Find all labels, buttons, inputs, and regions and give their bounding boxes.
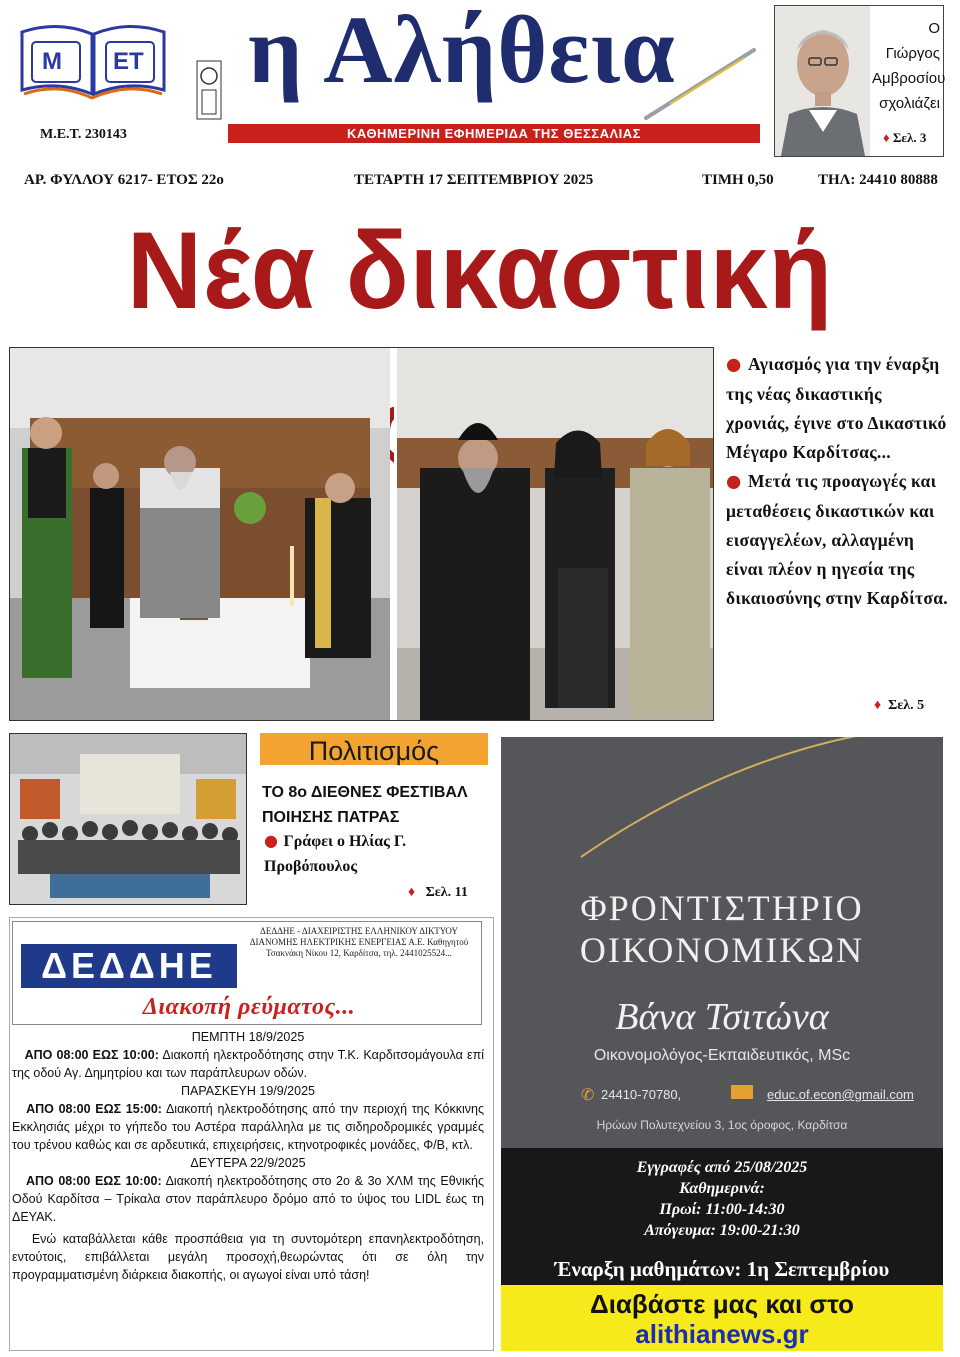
columnist-text (872, 16, 946, 116)
ad-phone[interactable]: 24410-70780, (601, 1087, 682, 1102)
culture-article-title[interactable]: ΤΟ 8ο ΔΙΕΘΝΕΣ ΦΕΣΤΙΒΑΛ ΠΟΙΗΣΗΣ ΠΑΤΡΑΣ (262, 784, 468, 826)
main-story-page-ref[interactable] (874, 698, 924, 714)
culture-page-ref[interactable] (408, 885, 468, 901)
columnist-photo (775, 6, 870, 156)
ad-daily: Καθημερινά: (679, 1180, 765, 1197)
outage-day-2: ΠΑΡΑΣΚΕΥΗ 19/9/2025 (181, 1084, 315, 1098)
pen-stroke-icon (640, 44, 760, 124)
main-story-summary (726, 350, 948, 613)
outage-time-1: ΑΠΟ 08:00 ΕΩΣ 10:00: (24, 1048, 159, 1062)
issue-phone: ΤΗΛ: 24410 80888 (818, 172, 938, 188)
deddie-company-info: ΔΕΔΔΗΕ - ΔΙΑΧΕΙΡΙΣΤΗΣ ΕΛΛΗΝΙΚΟΥ ΔΙΚΤΥΟΥ ΔΙΑΝΟΜΗΣ ΗΛΕΚΤΡΙΚΗΣ ΕΝΕΡΓΕΙΑΣ Α.Ε. Καθηγητού Τσακνάκη Νίκου 12, Καρδίτσα, τηλ. 2441025524... (249, 926, 469, 958)
columnist-line-1: Ο Γιώργος (885, 20, 940, 62)
email-icon (731, 1085, 753, 1099)
summary-bullet-2-text: Μετά τις προαγωγές και μεταθέσεις δικαστικών και εισαγγελέων, αλλαγμένη είναι πλέον η ηγεσία της δικαιοσύνης στην Καρδίτσα. (726, 471, 948, 608)
outage-banner-text: Διακοπή ρεύματος... (142, 994, 356, 1020)
culture-author-text: Γράφει ο Ηλίας Γ. Προβόπουλος (264, 833, 407, 875)
columnist-page-label: Σελ. 3 (892, 130, 927, 145)
main-story-photo[interactable] (9, 347, 714, 721)
outage-time-2: ΑΠΟ 08:00 ΕΩΣ 15:00: (26, 1102, 162, 1116)
bullet-icon: ● (726, 355, 748, 375)
issue-info-line (24, 172, 940, 194)
met-logo (18, 20, 168, 102)
ad-enrollment: Εγγραφές από 25/08/2025 (636, 1159, 808, 1176)
met-letter-m: Μ (42, 48, 62, 75)
ad-schedule (501, 1157, 943, 1241)
website-banner[interactable] (501, 1285, 943, 1351)
outage-closing-text: Ενώ καταβάλλεται κάθε προσπάθεια για τη συντομότερη επανηλεκτροδότηση, εντούτοις, επιβάλλεται μεγάλη προσοχή,θεωρώντας ότι σε όλη την προγραμματισμένη διάρκεια διακοπής, οι αγωγοί είναι υπό τάση! (12, 1232, 484, 1282)
outage-day-3: ΔΕΥΤΕΡΑ 22/9/2025 (190, 1156, 306, 1170)
ad-title-line-2: ΟΙΚΟΝΟΜΙΚΩΝ (579, 930, 865, 970)
outage-text-2: Διακοπή ηλεκτροδότησης από την περιοχή της Κόκκινης Εκκλησιάς μέχρι το γήπεδο του Αστέρα παράλληλα με τις σιδηροδρομικές γραμμές του τρένου καθώς και σε αρδευτικά, επιχειρήσεις, κτηνοτροφικές μονάδες, Φ/Β, κτλ. (12, 1102, 484, 1152)
outage-text-3: Διακοπή ηλεκτροδότησης στο 2ο & 3ο ΧΛΜ της Εθνικής Οδού Καρδίτσα – Τρίκαλα στον παράπλευρο δρόμο από το ύψος του LIDL έως τη ΔΕΥΑΚ. (12, 1174, 484, 1224)
outage-text-1: Διακοπή ηλεκτροδότησης στην Τ.Κ. Καρδιτσομάγουλα επί της οδού Αγ. Δημητρίου και των παράπλευρων οδών. (12, 1048, 484, 1080)
columnist-line-3: σχολιάζει (879, 95, 940, 112)
issue-price: ΤΙΜΗ 0,50 (702, 172, 774, 188)
ad-afternoon: Απόγευμα: 19:00-21:30 (644, 1222, 800, 1239)
columnist-box[interactable] (774, 5, 944, 157)
bullet-icon: ● (264, 831, 284, 850)
diamond-icon: ♦ (883, 130, 890, 145)
bullet-icon: ● (726, 472, 748, 492)
deddie-banner (12, 921, 482, 1025)
main-headline[interactable]: Νέα δικαστική (126, 210, 834, 333)
outage-schedule (12, 1028, 484, 1284)
website-link[interactable]: alithianews.gr (635, 1319, 809, 1349)
ad-teacher-role: Οικονομολόγος-Εκπαιδευτικός, MSc (593, 1047, 851, 1064)
ad-start-date: Έναρξη μαθημάτων: 1η Σεπτεμβρίου (554, 1257, 890, 1281)
summary-bullet-2 (726, 467, 948, 613)
outage-closing (12, 1230, 484, 1284)
outage-entry-1 (12, 1046, 484, 1082)
open-book-logo-icon (18, 20, 168, 102)
summary-bullet-1-text: Αγιασμός για την έναρξη της νέας δικαστικής χρονιάς, έγινε στο Δικαστικό Μέγαρο Καρδίτσας... (726, 354, 947, 462)
newspaper-title: η Αλήθεια (248, 0, 676, 103)
diamond-icon: ♦ (874, 698, 882, 713)
summary-bullet-1 (726, 350, 948, 467)
outage-day-1: ΠΕΜΠΤΗ 18/9/2025 (191, 1030, 305, 1044)
outage-time-3: ΑΠΟ 08:00 ΕΩΣ 10:00: (25, 1174, 162, 1188)
culture-page-label: Σελ. 11 (425, 885, 468, 900)
deddie-logo: ΔΕΔΔΗΕ (21, 944, 237, 988)
tutoring-ad[interactable] (501, 737, 943, 1285)
columnist-page-ref (883, 130, 926, 146)
ad-address: Ηρώων Πολυτεχνείου 3, 1ος όροφος, Καρδίτσα (596, 1118, 848, 1132)
culture-section-label: Πολιτισμός (260, 733, 488, 765)
columnist-line-2: Αμβροσίου (872, 70, 946, 87)
emblem-icon (196, 60, 222, 120)
met-letters-et: ΕΤ (113, 48, 144, 75)
met-code: Μ.Ε.Τ. 230143 (40, 127, 127, 142)
masthead-subtitle-bar: ΚΑΘΗΜΕΡΙΝΗ ΕΦΗΜΕΡΙΔΑ ΤΗΣ ΘΕΣΣΑΛΙΑΣ (228, 124, 760, 143)
website-banner-text: Διαβάστε μας και στο (590, 1289, 854, 1319)
issue-number: ΑΡ. ΦΥΛΛΟΥ 6217- ΕΤΟΣ 22ο (24, 172, 224, 188)
culture-article-author (264, 828, 490, 879)
issue-date: ΤΕΤΑΡΤΗ 17 ΣΕΠΤΕΜΒΡΙΟΥ 2025 (354, 172, 594, 188)
ad-email[interactable]: educ.of.econ@gmail.com (767, 1087, 914, 1102)
ad-title-line-1: ΦΡΟΝΤΙΣΤΗΡΙΟ (580, 888, 864, 928)
outage-entry-2 (12, 1100, 484, 1154)
ad-teacher-name: Βάνα Τσιτώνα (615, 996, 829, 1038)
ad-morning: Πρωί: 11:00-14:30 (659, 1201, 785, 1218)
main-story-page-label: Σελ. 5 (888, 698, 925, 713)
phone-icon: ✆ (581, 1087, 595, 1104)
ad-decorative-curve-icon (501, 737, 943, 887)
outage-entry-3 (12, 1172, 484, 1226)
culture-photo[interactable] (9, 733, 247, 905)
diamond-icon: ♦ (408, 885, 416, 900)
ad-title (501, 887, 943, 971)
